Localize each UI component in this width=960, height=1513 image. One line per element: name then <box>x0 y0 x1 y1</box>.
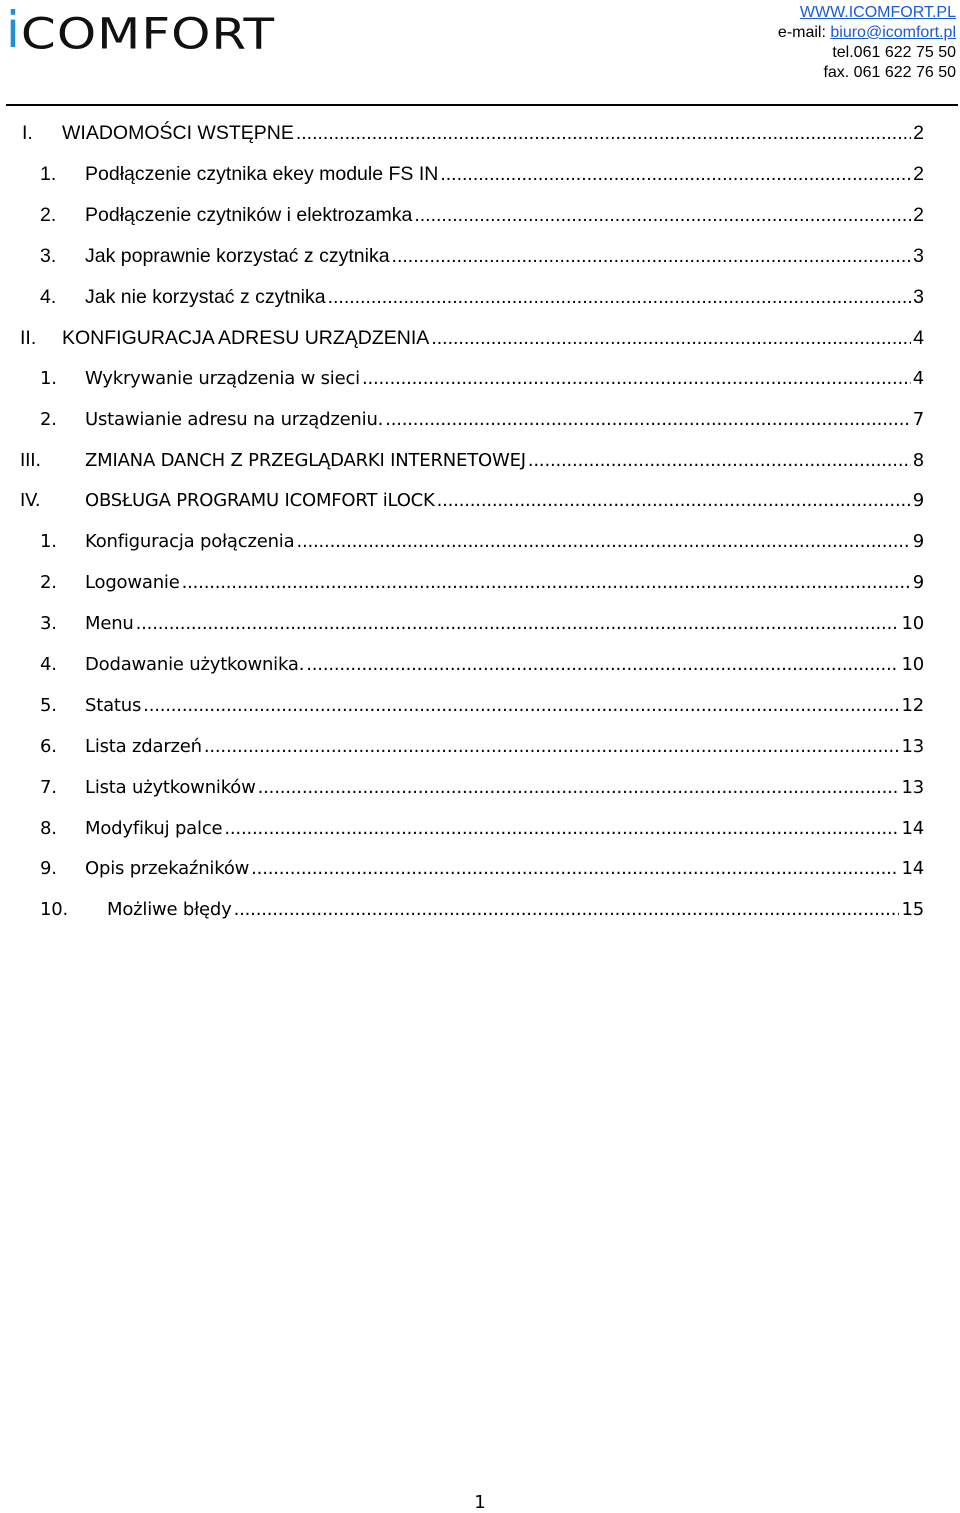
toc-entry-number: 2. <box>40 408 57 430</box>
toc-entry-number: 1. <box>40 531 57 553</box>
toc-entry[interactable] <box>0 317 960 358</box>
toc-entry-label: Ustawianie adresu na urządzeniu. <box>85 408 384 430</box>
toc-entry-page: 3 <box>913 286 924 308</box>
toc-entry[interactable] <box>0 726 960 767</box>
toc-entry[interactable] <box>0 767 960 808</box>
toc-entry-line <box>85 489 924 513</box>
toc-entry-number: 2. <box>40 204 57 227</box>
toc-entry-page: 15 <box>901 899 924 921</box>
toc-entry-page: 2 <box>913 204 924 227</box>
toc-leader-dots <box>224 817 899 841</box>
phone-number: tel.061 622 75 50 <box>832 44 956 61</box>
toc-leader-dots <box>362 367 911 391</box>
website-link[interactable]: WWW.ICOMFORT.PL <box>799 4 956 21</box>
toc-entry[interactable] <box>0 808 960 849</box>
toc-leader-dots <box>296 121 911 145</box>
toc-entry-line <box>85 162 924 186</box>
toc-leader-dots <box>143 694 899 718</box>
toc-entry-number: 1. <box>40 367 57 389</box>
toc-entry[interactable] <box>0 277 960 318</box>
toc-entry-label: Lista użytkowników <box>85 776 256 798</box>
toc-entry[interactable] <box>0 195 960 236</box>
toc-entry-label: Wykrywanie urządzenia w sieci <box>85 367 360 389</box>
toc-entry-line <box>85 571 924 595</box>
toc-entry-page: 4 <box>913 326 924 349</box>
icomfort-logo <box>6 1 276 59</box>
toc-leader-dots <box>251 857 899 881</box>
toc-entry-label: Konfiguracja połączenia <box>85 531 295 553</box>
toc-entry-line <box>85 367 924 391</box>
toc-entry-line <box>85 285 924 309</box>
table-of-contents <box>0 113 960 931</box>
toc-leader-dots <box>385 408 911 432</box>
toc-entry-number: 3. <box>40 245 57 268</box>
toc-leader-dots <box>204 735 900 759</box>
toc-entry-label: Modyfikuj palce <box>85 817 223 839</box>
toc-entry-number: 7. <box>40 776 57 798</box>
toc-leader-dots <box>328 285 912 309</box>
toc-entry[interactable] <box>0 645 960 686</box>
toc-entry-line <box>107 898 924 922</box>
toc-entry-line <box>85 530 924 554</box>
toc-entry-label: WIADOMOŚCI WSTĘPNE <box>62 122 294 145</box>
toc-entry-line <box>62 326 924 350</box>
toc-entry-line <box>85 857 924 881</box>
toc-leader-dots <box>296 530 910 554</box>
toc-entry-page: 7 <box>912 408 924 430</box>
toc-entry-number: 1. <box>40 163 57 186</box>
toc-entry-line <box>85 735 924 759</box>
toc-entry-page: 14 <box>901 817 924 839</box>
toc-entry-line <box>85 203 924 227</box>
toc-entry-label: Możliwe błędy <box>107 899 232 921</box>
toc-entry-page: 9 <box>912 572 924 594</box>
toc-entry[interactable] <box>0 890 960 931</box>
toc-leader-dots <box>258 776 900 800</box>
toc-entry-label: Jak poprawnie korzystać z czytnika <box>85 245 390 268</box>
logo-wordmark: COMFORT <box>20 8 276 59</box>
toc-entry[interactable] <box>0 563 960 604</box>
toc-entry-number: 6. <box>40 735 57 757</box>
toc-entry-page: 4 <box>912 367 924 389</box>
toc-entry-page: 9 <box>912 531 924 553</box>
toc-entry-number: III. <box>20 449 41 471</box>
toc-entry[interactable] <box>0 154 960 195</box>
toc-entry-page: 13 <box>901 735 924 757</box>
toc-entry-page: 2 <box>913 122 924 145</box>
page-header <box>0 0 960 108</box>
toc-leader-dots <box>182 571 911 595</box>
toc-entry[interactable] <box>0 113 960 154</box>
toc-entry[interactable] <box>0 522 960 563</box>
toc-entry-label: Podłączenie czytnika ekey module FS IN <box>85 163 439 186</box>
toc-entry-line <box>85 408 924 432</box>
toc-entry-label: Status <box>85 694 142 716</box>
toc-entry-number: 4. <box>40 286 57 308</box>
toc-entry-number: 3. <box>40 613 57 635</box>
toc-entry-line <box>85 653 924 677</box>
toc-entry-label: Podłączenie czytników i elektrozamka <box>85 204 413 227</box>
toc-entry-line <box>62 121 924 145</box>
toc-entry-label: Jak nie korzystać z czytnika <box>85 286 326 308</box>
toc-entry[interactable] <box>0 481 960 522</box>
toc-entry-label: Logowanie <box>85 572 180 594</box>
toc-entry-line <box>85 776 924 800</box>
toc-entry[interactable] <box>0 358 960 399</box>
fax-number: fax. 061 622 76 50 <box>823 64 956 81</box>
toc-entry-page: 10 <box>901 654 924 676</box>
toc-entry[interactable] <box>0 604 960 645</box>
toc-entry-number: 10. <box>40 899 69 921</box>
toc-entry-number: I. <box>22 122 33 145</box>
toc-entry-label: KONFIGURACJA ADRESU URZĄDZENIA <box>62 326 430 349</box>
header-divider <box>6 104 958 106</box>
toc-entry-number: 4. <box>40 654 57 676</box>
toc-entry-number: 9. <box>40 858 57 880</box>
toc-leader-dots <box>440 162 911 186</box>
toc-leader-dots <box>136 612 900 636</box>
toc-entry-number: II. <box>20 326 37 349</box>
toc-entry-label: Lista zdarzeń <box>85 735 202 757</box>
toc-entry-number: 2. <box>40 572 57 594</box>
toc-leader-dots <box>306 653 899 677</box>
email-link[interactable]: biuro@icomfort.pl <box>830 24 956 41</box>
toc-entry-label: Opis przekaźników <box>85 858 250 880</box>
toc-entry-page: 9 <box>912 490 924 512</box>
toc-leader-dots <box>528 449 911 473</box>
email-label: e-mail: <box>777 24 831 41</box>
toc-entry[interactable] <box>0 399 960 440</box>
toc-entry-line <box>85 244 924 268</box>
toc-entry-page: 10 <box>901 613 924 635</box>
toc-entry[interactable] <box>0 685 960 726</box>
toc-leader-dots <box>437 489 911 513</box>
toc-leader-dots <box>392 244 912 268</box>
toc-entry-page: 13 <box>901 776 924 798</box>
toc-entry-number: 5. <box>40 694 57 716</box>
toc-entry-page: 8 <box>912 449 924 471</box>
toc-entry-page: 3 <box>913 245 924 268</box>
toc-leader-dots <box>234 898 900 922</box>
toc-leader-dots <box>431 326 911 350</box>
toc-entry-label: OBSŁUGA PROGRAMU ICOMFORT iLOCK <box>85 490 435 512</box>
toc-entry-page: 12 <box>901 694 924 716</box>
toc-entry[interactable] <box>0 440 960 481</box>
toc-entry-label: ZMIANA DANCH Z PRZEGLĄDARKI INTERNETOWEJ <box>85 449 526 471</box>
page-number: 1 <box>474 1492 486 1513</box>
contact-block <box>778 3 956 83</box>
toc-entry-line <box>85 612 924 636</box>
toc-entry-line <box>85 817 924 841</box>
toc-entry[interactable] <box>0 236 960 277</box>
toc-entry-page: 2 <box>913 163 924 186</box>
logo-letter-i: i <box>6 1 21 59</box>
toc-entry-label: Menu <box>85 613 134 635</box>
toc-entry-number: 8. <box>40 817 57 839</box>
toc-entry-number: IV. <box>20 490 41 512</box>
toc-entry-page: 14 <box>901 858 924 880</box>
toc-leader-dots <box>414 203 911 227</box>
toc-entry-line <box>85 694 924 718</box>
toc-entry-line <box>85 449 924 473</box>
toc-entry-label: Dodawanie użytkownika. <box>85 654 305 676</box>
toc-entry[interactable] <box>0 849 960 890</box>
